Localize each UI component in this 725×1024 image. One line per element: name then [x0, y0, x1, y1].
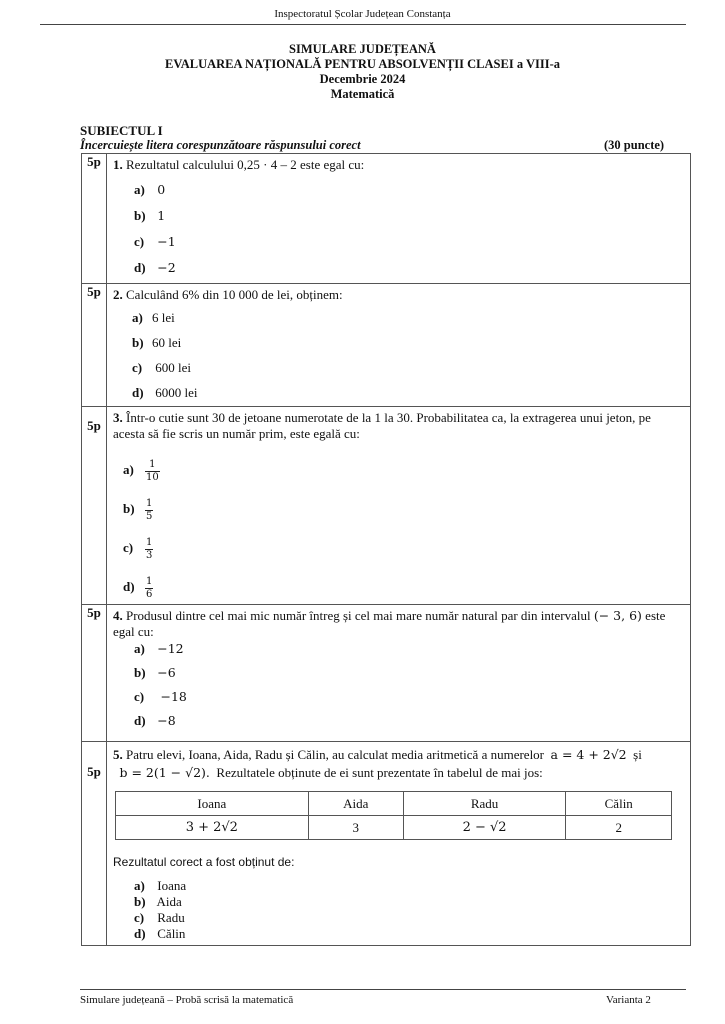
fraction-numerator: 1 — [146, 537, 153, 548]
option-letter: d) — [134, 260, 146, 275]
fraction-denominator: 6 — [146, 589, 153, 600]
question-row-5 — [82, 742, 691, 946]
fraction-denominator: 5 — [146, 511, 153, 522]
option-fraction — [145, 576, 153, 601]
question-row-3 — [82, 407, 691, 605]
section-points: (30 puncte) — [604, 138, 665, 152]
option-letter: b) — [132, 335, 144, 350]
section-title: SUBIECTUL I — [80, 123, 163, 138]
results-value: 3 — [308, 816, 403, 840]
results-header: Radu — [403, 792, 566, 816]
question-text-end: este — [645, 608, 666, 623]
option[interactable] — [134, 208, 165, 224]
results-header: Aida — [308, 792, 403, 816]
option-letter: b) — [134, 208, 146, 223]
option-value: 6 lei — [152, 310, 175, 325]
option[interactable] — [134, 894, 182, 910]
option-letter: b) — [134, 894, 146, 909]
question-row-2 — [82, 284, 691, 407]
option-value: 0 — [157, 182, 166, 197]
fraction-numerator: 1 — [146, 576, 153, 587]
option-value: −1 — [157, 234, 176, 249]
question-body — [107, 742, 691, 946]
question-text: Calculând 6% din 10 000 de lei, obținem: — [126, 287, 343, 302]
results-table — [115, 791, 672, 840]
option-value: Ioana — [157, 878, 187, 893]
option-letter: d) — [134, 713, 146, 728]
option[interactable] — [134, 926, 185, 942]
option-fraction — [145, 537, 153, 562]
results-value: 3 + 2√2 — [116, 816, 309, 840]
option-value: 600 lei — [155, 360, 191, 375]
answer-prompt: Rezultatul corect a fost obținut de: — [113, 855, 295, 869]
option-letter: c) — [123, 540, 134, 556]
question-points: 5p — [87, 417, 101, 433]
option[interactable] — [134, 910, 185, 926]
question-points: 5p — [82, 605, 107, 742]
question-body — [107, 154, 691, 284]
option-value: Călin — [157, 926, 186, 941]
option-letter: b) — [123, 501, 135, 517]
option[interactable] — [123, 576, 153, 601]
option-letter: c) — [134, 234, 145, 249]
institution-header: Inspectoratul Școlar Județean Constanța — [274, 8, 451, 20]
option[interactable] — [134, 878, 186, 894]
question-text: Într-o cutie sunt 30 de jetoane numerotate de la 1 la 30. Probabilitatea ca, la extragerea unui jeton, pe — [126, 410, 651, 425]
results-value: 2 − √2 — [403, 816, 566, 840]
results-value: 2 — [566, 816, 672, 840]
footer-right: Varianta 2 — [606, 994, 651, 1006]
option[interactable] — [132, 360, 191, 376]
option-value: 60 lei — [152, 335, 182, 350]
option-value: 1 — [157, 208, 166, 223]
interval: (− 3, 6) — [593, 608, 642, 623]
question-text-line-2: Rezultatele obținute de ei sunt prezentate în tabelul de mai jos: — [216, 765, 543, 780]
option[interactable] — [132, 385, 198, 401]
question-text-and: și — [633, 747, 642, 762]
fraction-denominator: 3 — [146, 550, 153, 561]
fraction-numerator: 1 — [145, 459, 160, 472]
option-fraction — [145, 459, 160, 484]
option[interactable] — [123, 498, 153, 523]
option-letter: c) — [132, 360, 143, 375]
option-value: Radu — [157, 910, 185, 925]
footer-left: Simulare județeană – Probă scrisă la matematică — [80, 994, 294, 1006]
option-letter: d) — [132, 385, 144, 400]
option[interactable] — [134, 234, 176, 250]
fraction-numerator: 1 — [146, 498, 153, 509]
question-number: 3. — [113, 410, 123, 425]
question-points: 5p — [87, 764, 101, 779]
option[interactable] — [134, 182, 165, 198]
option-value: 6000 lei — [155, 385, 198, 400]
option[interactable] — [132, 310, 175, 326]
option[interactable] — [132, 335, 181, 351]
results-value-row — [116, 816, 672, 840]
option-letter: b) — [134, 665, 146, 680]
option[interactable] — [134, 689, 187, 705]
question-number: 4. — [113, 608, 123, 623]
question-body — [107, 605, 691, 742]
option-value: −8 — [157, 713, 176, 728]
option[interactable] — [134, 260, 176, 276]
option-letter: a) — [123, 462, 134, 478]
header-divider — [40, 24, 686, 25]
fraction-denominator: 10 — [146, 472, 159, 483]
results-header: Ioana — [116, 792, 309, 816]
option-letter: a) — [134, 182, 145, 197]
option-letter: d) — [134, 926, 146, 941]
option[interactable] — [123, 537, 153, 562]
option[interactable] — [134, 713, 176, 729]
question-row-4 — [82, 605, 691, 742]
question-text-line-2: acesta să fie scris un număr prim, este egală cu: — [113, 426, 360, 441]
option-value: Aida — [156, 894, 182, 909]
questions-table — [81, 153, 691, 946]
option-letter: d) — [123, 579, 135, 595]
question-row-1 — [82, 154, 691, 284]
footer-divider — [80, 989, 686, 990]
option[interactable] — [134, 641, 184, 657]
results-header: Călin — [566, 792, 672, 816]
exam-subject: Matematică — [330, 87, 395, 101]
option[interactable] — [134, 665, 176, 681]
option-letter: a) — [134, 641, 145, 656]
formula-a: a = 4 + 2√2 — [550, 747, 627, 762]
question-body — [107, 284, 691, 407]
question-body — [107, 407, 691, 605]
question-text: Patru elevi, Ioana, Aida, Radu și Călin, au calculat media aritmetică a numerelor — [126, 747, 545, 762]
option-fraction — [145, 498, 153, 523]
formula-b: b = 2(1 − √2). — [119, 765, 210, 780]
results-header-row — [116, 792, 672, 816]
question-number: 2. — [113, 287, 123, 302]
question-text-line-2: egal cu: — [113, 624, 154, 639]
option-value: −2 — [157, 260, 176, 275]
option-letter: a) — [132, 310, 143, 325]
question-points: 5p — [82, 284, 107, 407]
question-text: Rezultatul calculului 0,25 · 4 – 2 este egal cu: — [126, 157, 365, 172]
option-value: −18 — [160, 689, 187, 704]
question-number: 5. — [113, 747, 123, 762]
question-number: 1. — [113, 157, 123, 172]
exam-subtitle: EVALUAREA NAȚIONALĂ PENTRU ABSOLVENȚII CLASEI a VIII-a — [164, 57, 560, 71]
question-points: 5p — [82, 154, 107, 284]
option[interactable] — [123, 459, 160, 484]
option-letter: c) — [134, 689, 145, 704]
exam-date: Decembrie 2024 — [319, 72, 406, 86]
option-value: −6 — [157, 665, 176, 680]
option-value: −12 — [157, 641, 184, 656]
exam-title: SIMULARE JUDEȚEANĂ — [289, 42, 436, 56]
question-text: Produsul dintre cel mai mic număr întreg și cel mai mare număr natural par din intervalul — [126, 608, 591, 623]
option-letter: c) — [134, 910, 145, 925]
section-instruction: Încercuiește litera corespunzătoare răspunsului corect — [80, 138, 361, 152]
option-letter: a) — [134, 878, 145, 893]
